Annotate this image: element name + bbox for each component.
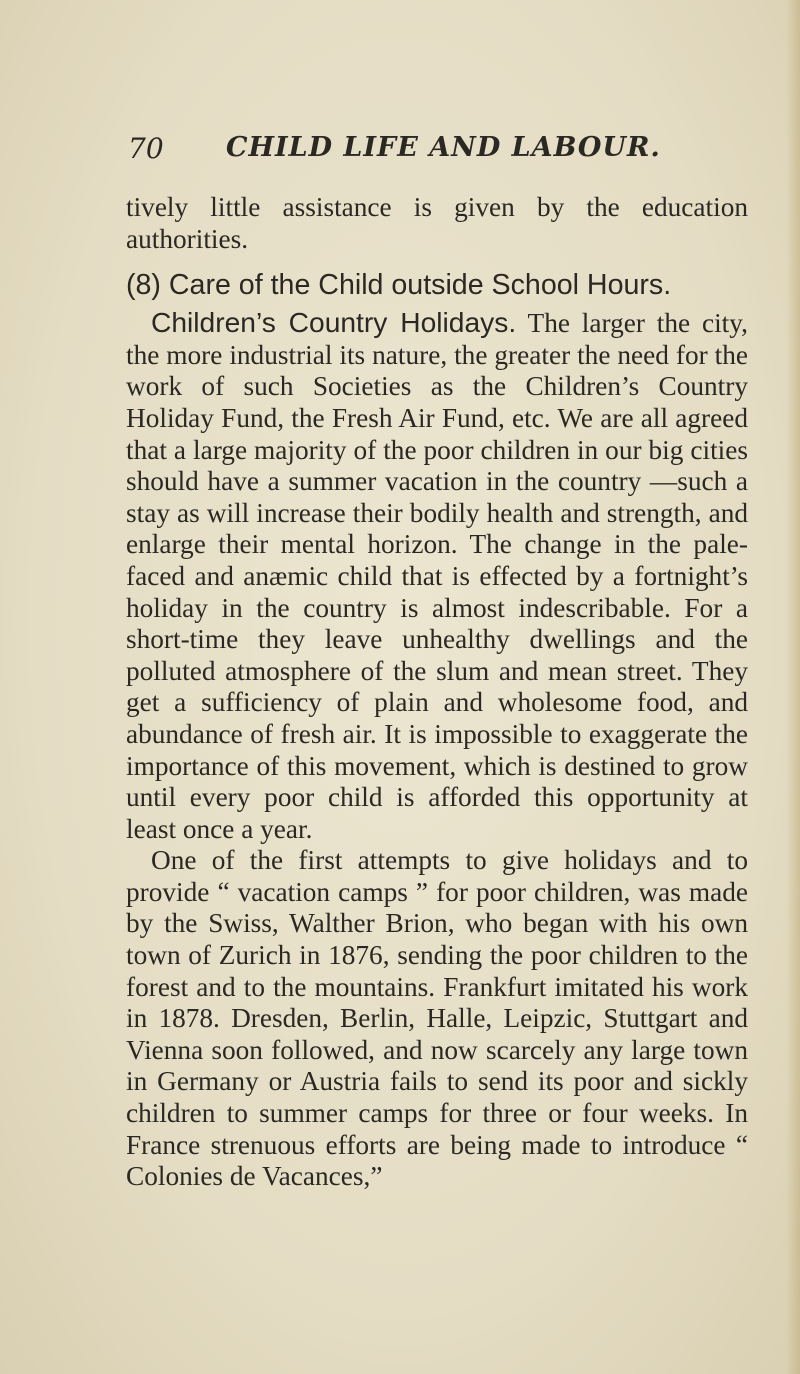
running-head xyxy=(126,128,748,178)
page-number: 70 xyxy=(128,132,164,165)
holidays-paragraph xyxy=(126,307,748,845)
spacer xyxy=(126,255,748,269)
book-page xyxy=(126,128,748,1193)
vacation-camps-paragraph: One of the first attempts to give holidays and to provide “ vacation camps ” for poor children, was made by the Swiss, Walther Brion, who began with his own town of Zurich in 1876, sending the poor children to the forest and to the mountains. Frankfurt imitated his work in 1878. Dresden, Berlin, Halle, Leipzic, Stuttgart and Vienna soon followed, and now scarcely any large town in Germany or Austria fails to send its poor and sickly children to summer camps for three or four weeks. In France strenuous efforts are being made to introduce “ Colonies de Vacances,” xyxy=(126,845,748,1192)
section-heading: (8) Care of the Child outside School Hours. xyxy=(126,269,672,302)
spacer xyxy=(126,178,748,192)
holidays-paragraph-text: The larger the city, the more industrial its nature, the greater the need for the work of such Societies as the Children’s Country Holiday Fund, the Fresh Air Fund, etc. We are all agreed that a large majority of the poor children in our big cities should have a summer vacation in the country —such a stay as will increase their bodily health and strength, and enlarge their mental horizon. The change in the pale-faced and anæmic child that is effected by a fortnight’s holiday in the country is almost indescribable. For a short-time they leave unhealthy dwellings and the polluted atmosphere of the slum and mean street. They get a sufficiency of plain and wholesome food, and abundance of fresh air. It is impossible to exaggerate the importance of this movement, which is destined to grow until every poor child is afforded this opportunity at least once a year. xyxy=(126,308,748,844)
running-title: CHILD LIFE AND LABOUR. xyxy=(226,132,661,163)
continuation-paragraph: tively little assistance is given by the education authorities. xyxy=(126,192,748,254)
page-edge-shadow xyxy=(786,0,800,1374)
subsection-title: Children’s Country Holidays. xyxy=(151,306,517,339)
